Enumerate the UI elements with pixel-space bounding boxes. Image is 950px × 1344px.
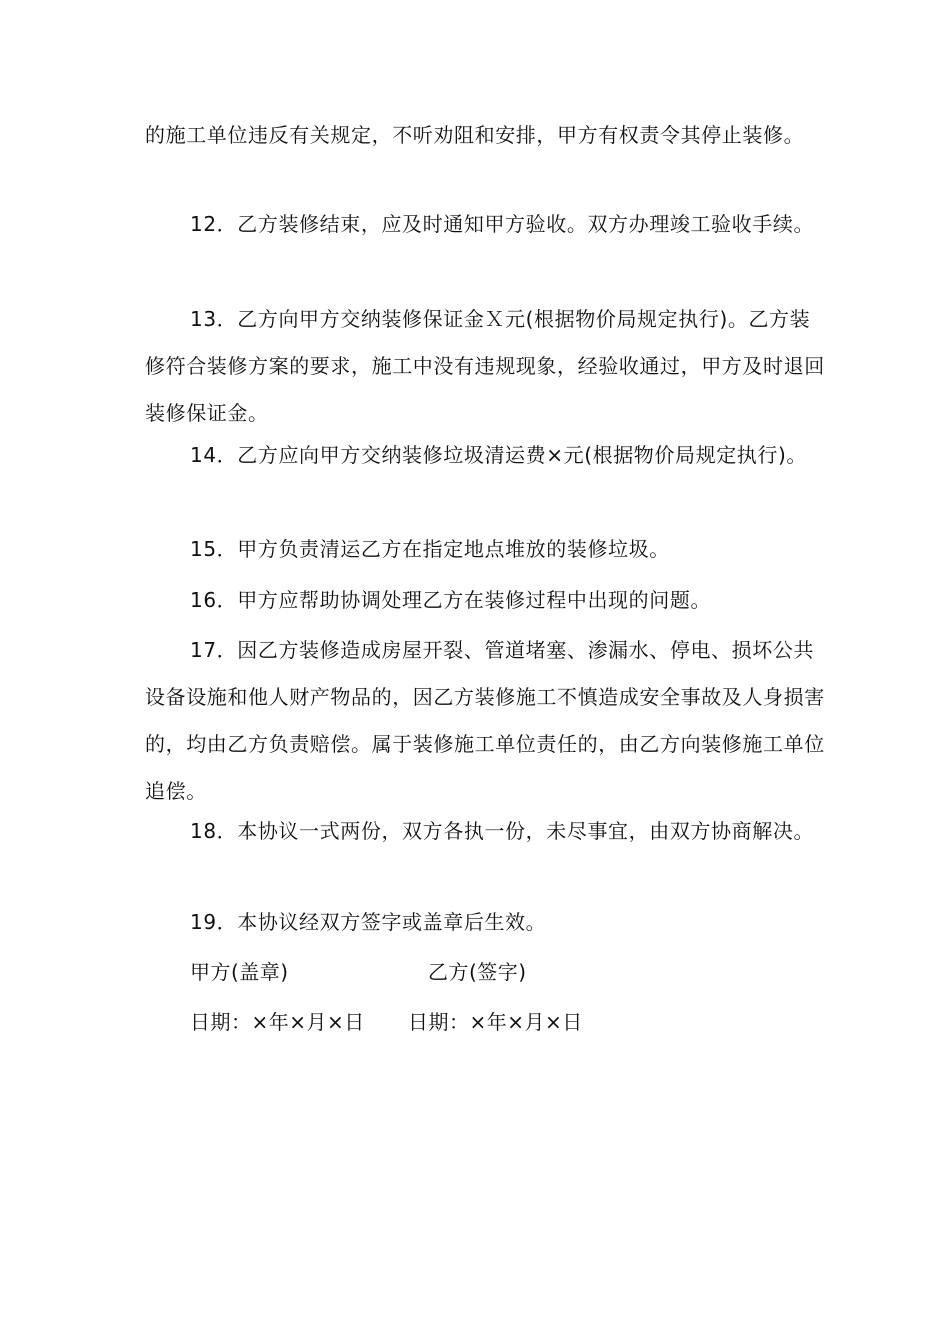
clause-15: 15．甲方负责清运乙方在指定地点堆放的装修垃圾。 bbox=[190, 537, 670, 561]
party-b-date: 日期：×年×月×日 bbox=[408, 1010, 583, 1034]
clause-18: 18．本协议一式两份，双方各执一份，未尽事宜，由双方协商解决。 bbox=[190, 819, 815, 843]
party-b-signature-label: 乙方(签字) bbox=[428, 960, 527, 984]
clause-19: 19．本协议经双方签字或盖章后生效。 bbox=[190, 910, 547, 934]
clause-16: 16．甲方应帮助协调处理乙方在装修过程中出现的问题。 bbox=[190, 588, 712, 612]
party-a-date: 日期：×年×月×日 bbox=[190, 1010, 365, 1034]
clause-13: 13．乙方向甲方交纳装修保证金Ｘ元(根据物价局规定执行)。乙方装修符合装修方案的要求，施工中没有违规现象，经验收通过，甲方及时退回装修保证金。 bbox=[145, 307, 825, 425]
party-a-signature-label: 甲方(盖章) bbox=[190, 960, 289, 984]
clause-17: 17．因乙方装修造成房屋开裂、管道堵塞、渗漏水、停电、损坏公共设备设施和他人财产物品的，因乙方装修施工不慎造成安全事故及人身损害的，均由乙方负责赔偿。属于装修施工单位责任的，由乙方向装修施工单位追偿。 bbox=[145, 638, 825, 803]
clause-14: 14．乙方应向甲方交纳装修垃圾清运费×元(根据物价局规定执行)。 bbox=[190, 443, 808, 467]
clause-12: 12．乙方装修结束，应及时通知甲方验收。双方办理竣工验收手续。 bbox=[190, 212, 815, 236]
paragraph-continuation: 的施工单位违反有关规定，不听劝阻和安排，甲方有权责令其停止装修。 bbox=[145, 123, 805, 147]
